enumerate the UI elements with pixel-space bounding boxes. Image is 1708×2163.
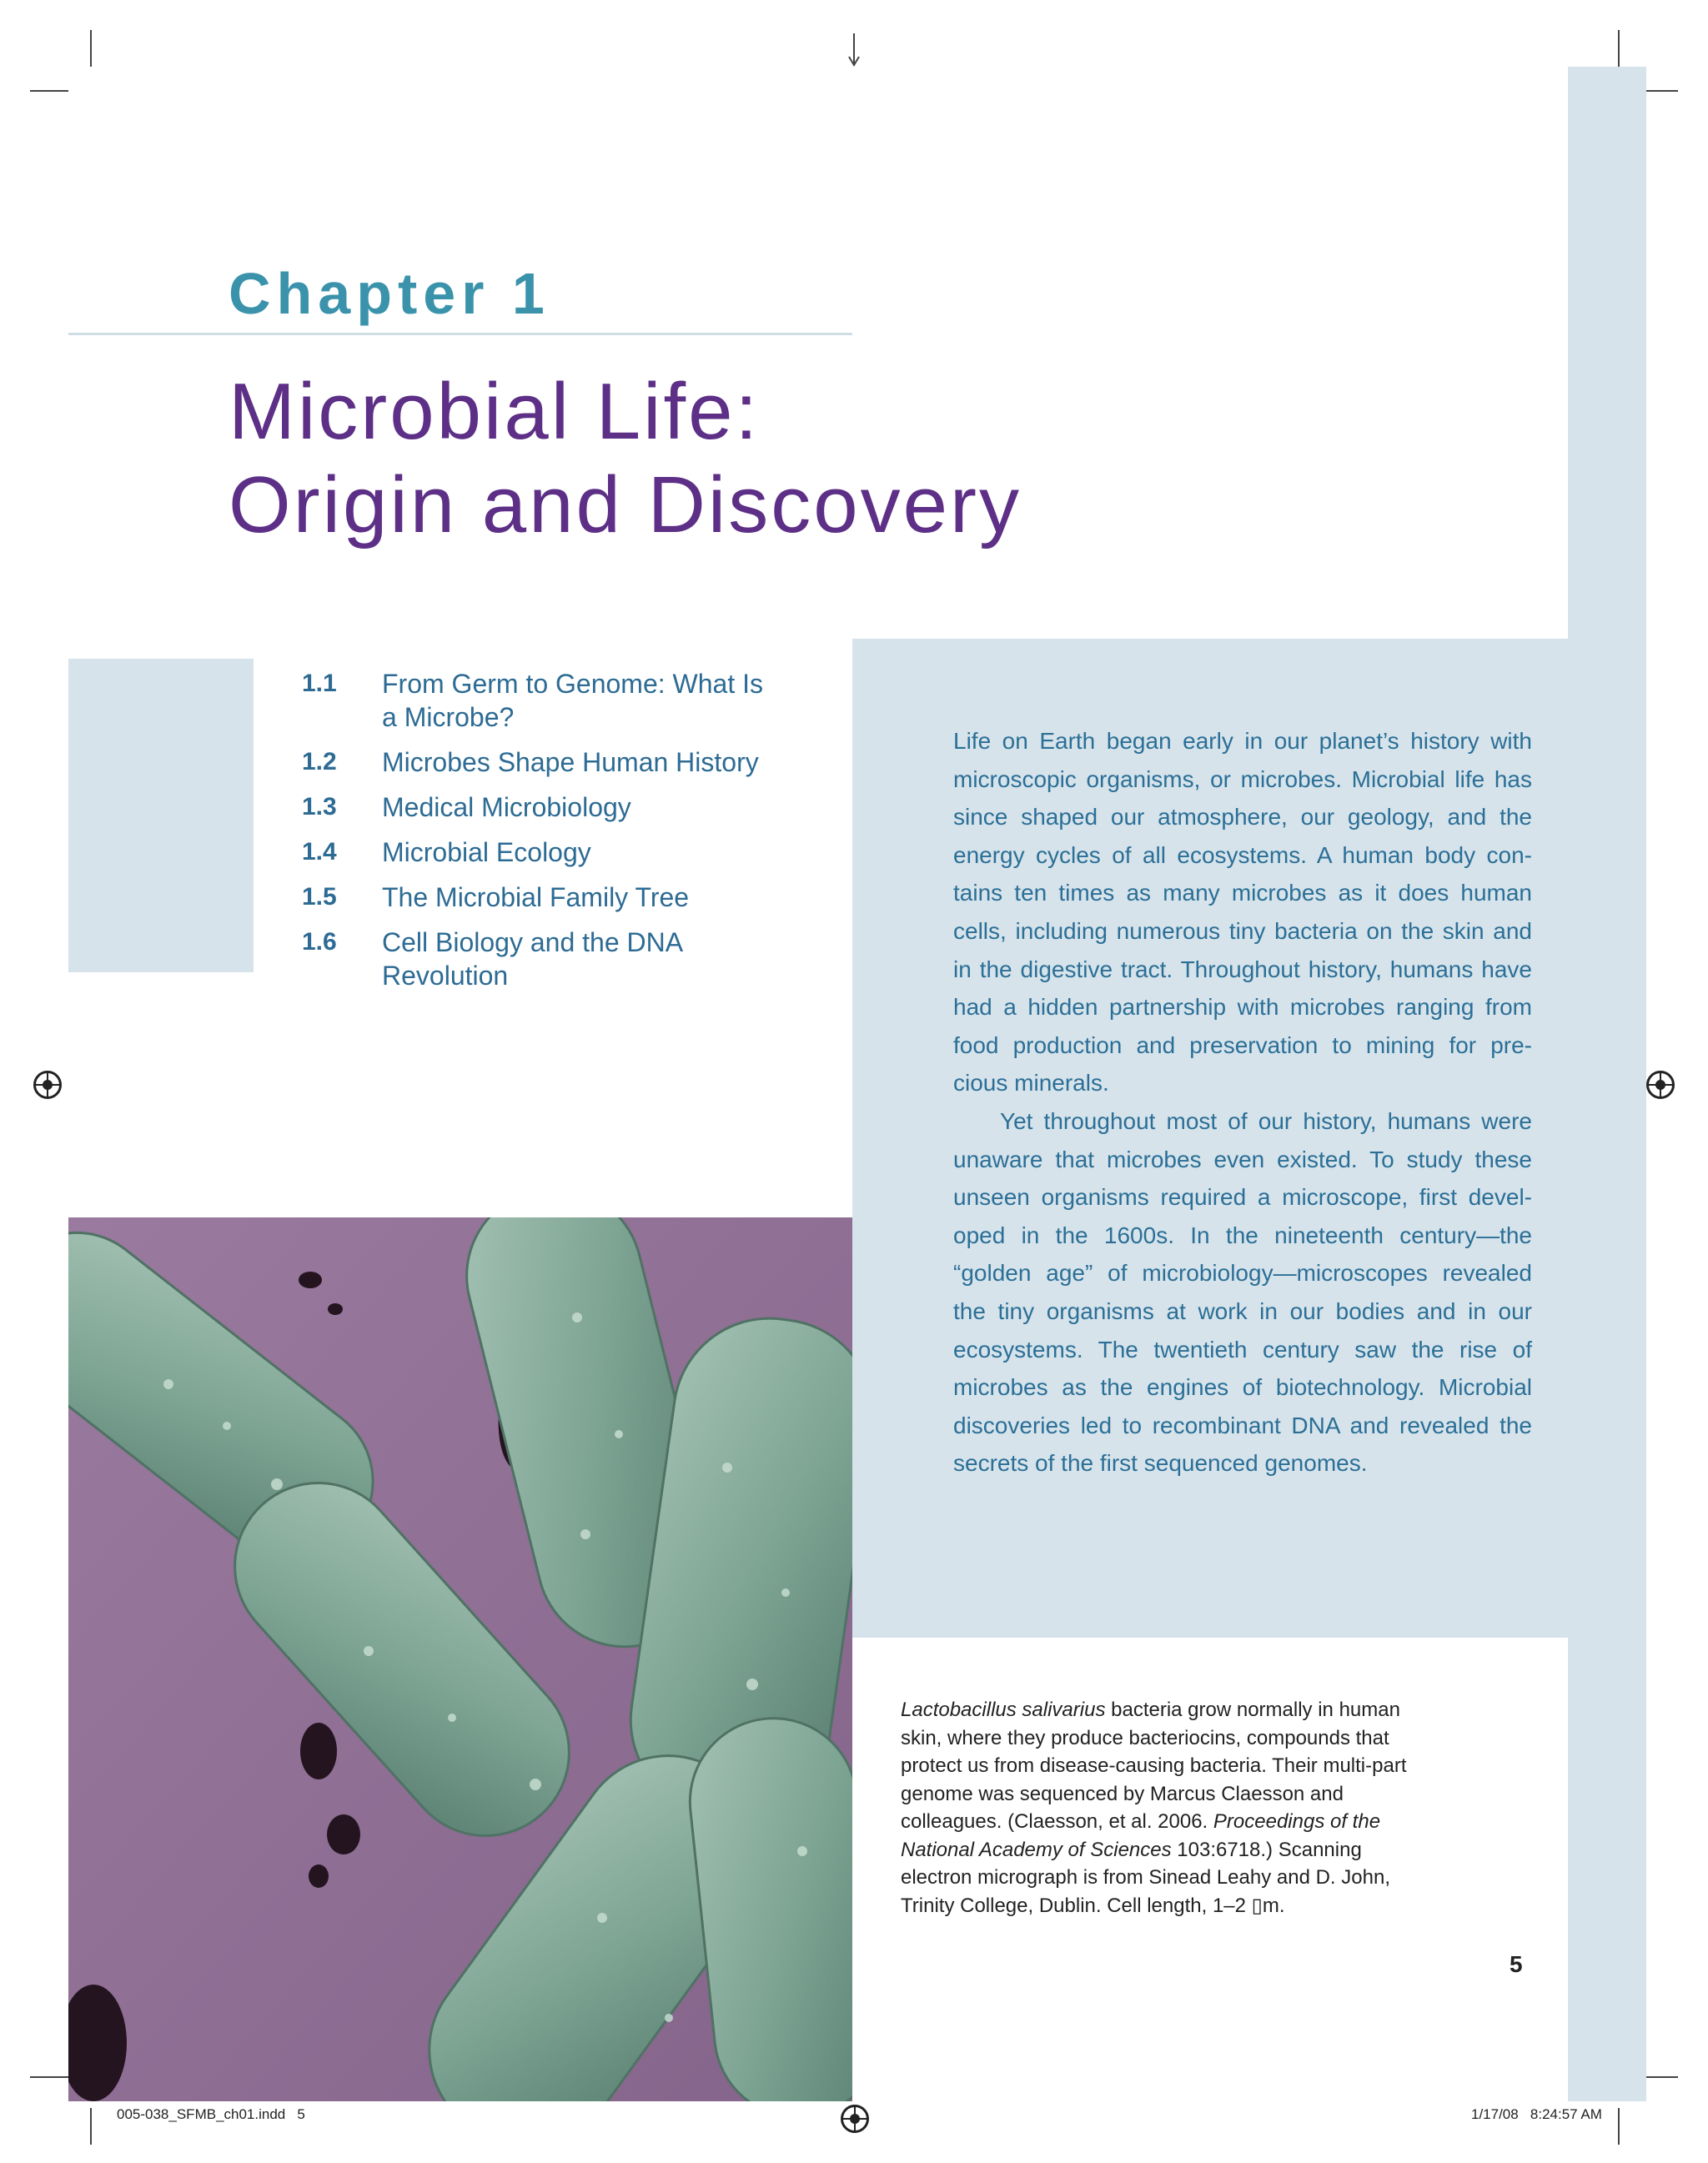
section-number: 1.2 <box>302 748 337 775</box>
list-item <box>302 745 836 779</box>
right-margin-panel <box>1568 67 1646 2101</box>
intro-paragraph: Life on Earth began early in our planet’s history with microscopic organisms, or microbes. Microbial life has since shaped our atmosphere, our geology, and the energy cycles of all ecosystems. A human body con-tains ten times as many microbes as it does human cells, including numerous tiny bacteria on the skin and in the digestive tract. Throughout history, humans have had a hidden partnership with microbes ranging from food production and preservation to mining for pre-cious minerals. <box>953 728 1532 1097</box>
section-title: Microbial Ecology <box>382 837 591 867</box>
divider <box>68 333 852 335</box>
section-number: 1.5 <box>302 883 337 911</box>
list-item <box>302 926 836 992</box>
section-title: Cell Biology and the DNA Revolution <box>382 927 682 991</box>
registration-mark-icon <box>33 1071 62 1099</box>
caption-text: bacteria grow normally in human skin, where they produce bacteriocins, compounds that protect us from disease-causing bacteria. Their multi-part genome was sequenced by Marcus Claesson and colleagues. (Claesson, et al. 2006. <box>901 1699 1407 1833</box>
caption-journal: Proceedings of the National Academy of Sciences <box>901 1810 1381 1861</box>
bacteria-micrograph-illustration <box>68 1217 852 2101</box>
crop-mark <box>1618 2108 1620 2145</box>
section-number: 1.3 <box>302 793 337 821</box>
chapter-label: Chapter 1 <box>229 261 550 326</box>
crop-mark <box>30 90 68 92</box>
section-title: The Microbial Family Tree <box>382 882 690 912</box>
section-title: Microbes Shape Human History <box>382 747 759 777</box>
list-item <box>302 836 836 869</box>
intro-paragraph: Yet throughout most of our history, humans were unaware that microbes even existed. To study these unseen organisms required a microscope, first devel-oped in the 1600s. In the nineteenth century—the “golden age” of microbiology—microscopes revealed the tiny organisms at work in our bodies and in our ecosystems. The twentieth century saw the rise of microbes as the engines of biotechnology. Microbial discoveries led to recombinant DNA and revealed the secrets of the first sequenced genomes. <box>953 1107 1532 1477</box>
caption-text: 103:6718.) Scanning electron micrograph is from Sinead Leahy and D. John, Trinity College, Dublin. Cell length, 1–2 ▯m. <box>901 1838 1390 1917</box>
registration-mark-icon <box>1646 1071 1675 1099</box>
crop-mark <box>30 2076 68 2078</box>
crop-mark <box>90 30 92 67</box>
page-title <box>229 365 1022 552</box>
list-item <box>302 881 836 914</box>
list-item <box>302 790 836 824</box>
figure-caption <box>901 1696 1418 1920</box>
slug-filename: 005-038_SFMB_ch01.indd 5 <box>117 2106 305 2122</box>
title-line: Microbial Life: <box>229 367 761 456</box>
page-number: 5 <box>1510 1951 1523 1977</box>
registration-mark-icon <box>841 2105 869 2133</box>
section-list <box>302 667 836 1004</box>
section-title: From Germ to Genome: What Is a Microbe? <box>382 669 763 732</box>
micrograph-image <box>68 1217 852 2101</box>
section-number: 1.4 <box>302 838 337 866</box>
crop-mark <box>90 2108 92 2145</box>
caption-species: Lactobacillus salivarius <box>901 1699 1106 1721</box>
crop-mark <box>1618 30 1620 67</box>
toc-accent-block <box>68 659 254 972</box>
slug-timestamp: 1/17/08 8:24:57 AM <box>1471 2106 1602 2122</box>
crop-arrow-icon <box>847 33 861 67</box>
title-line: Origin and Discovery <box>229 460 1022 550</box>
section-number: 1.1 <box>302 670 337 697</box>
intro-text <box>953 722 1532 1483</box>
section-number: 1.6 <box>302 928 337 956</box>
list-item <box>302 667 836 734</box>
section-title: Medical Microbiology <box>382 792 631 822</box>
